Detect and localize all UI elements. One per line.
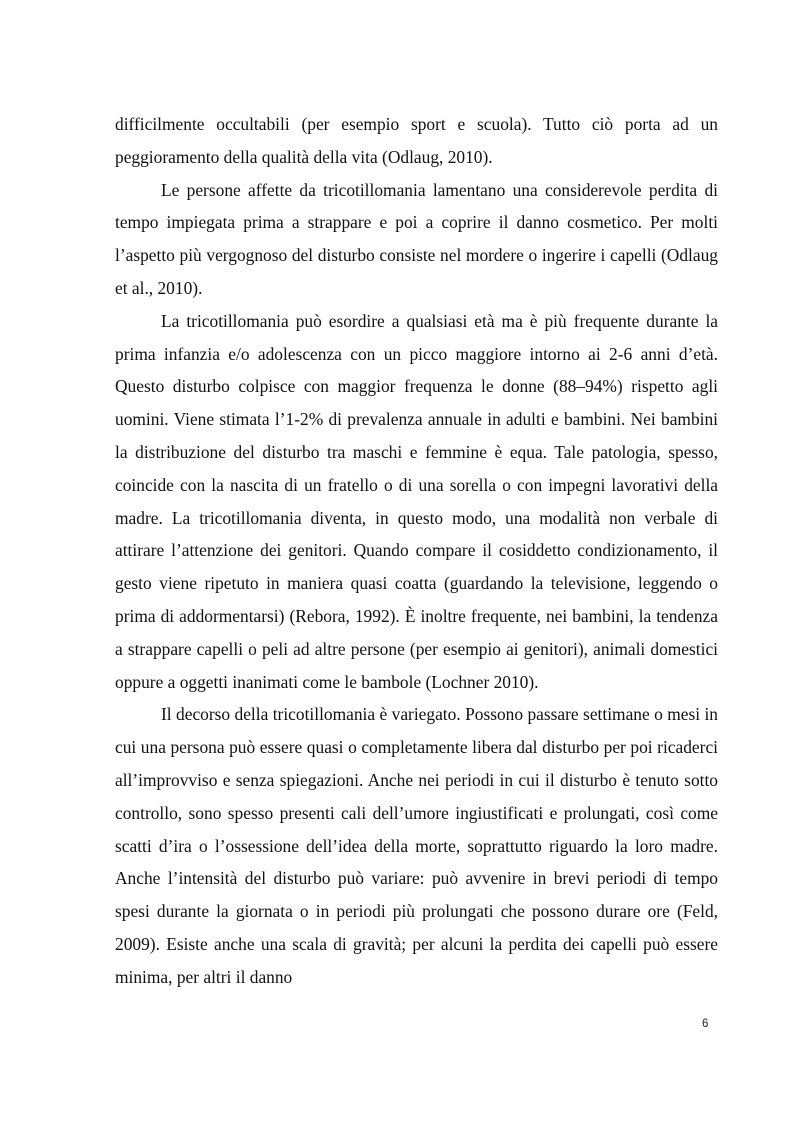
paragraph-1: difficilmente occultabili (per esempio sport e scuola). Tutto ciò porta ad un peggioramento della qualità della vita (Odlaug, 2010).	[115, 114, 718, 167]
page-number: 6	[702, 1018, 709, 1030]
paragraph-4: Il decorso della tricotillomania è variegato. Possono passare settimane o mesi in cui una persona può essere quasi o completamente libera dal disturbo per poi ricaderci all’improvviso e senza spiegazioni. Anche nei periodi in cui il disturbo è tenuto sotto controllo, sono spesso presenti cali dell’umore ingiustificati e prolungati, così come scatti d’ira o l’ossessione dell’idea della morte, soprattutto riguardo la loro madre. Anche l’intensità del disturbo può variare: può avvenire in brevi periodi di tempo spesi durante la giornata o in periodi più prolungati che possono durare ore (Feld, 2009). Esiste anche una scala di gravità; per alcuni la perdita dei capelli può essere minima, per altri il danno	[115, 704, 718, 987]
paragraph-2: Le persone affette da tricotillomania lamentano una considerevole perdita di tempo impiegata prima a strappare e poi a coprire il danno cosmetico. Per molti l’aspetto più vergognoso del disturbo consiste nel mordere o ingerire i capelli (Odlaug et al., 2010).	[115, 179, 718, 298]
body-text	[115, 108, 718, 994]
paragraph-3: La tricotillomania può esordire a qualsiasi età ma è più frequente durante la prima infanzia e/o adolescenza con un picco maggiore intorno ai 2-6 anni d’età. Questo disturbo colpisce con maggior frequenza le donne (88–94%) rispetto agli uomini. Viene stimata l’1-2% di prevalenza annuale in adulti e bambini. Nei bambini la distribuzione del disturbo tra maschi e femmine è equa. Tale patologia, spesso, coincide con la nascita di un fratello o di una sorella o con impegni lavorativi della madre. La tricotillomania diventa, in questo modo, una modalità non verbale di attirare l’attenzione dei genitori. Quando compare il cosiddetto condizionamento, il gesto viene ripetuto in maniera quasi coatta (guardando la televisione, leggendo o prima di addormentarsi) (Rebora, 1992). È inoltre frequente, nei bambini, la tendenza a strappare capelli o peli ad altre persone (per esempio ai genitori), animali domestici oppure a oggetti inanimati come le bambole (Lochner 2010).	[115, 310, 718, 692]
